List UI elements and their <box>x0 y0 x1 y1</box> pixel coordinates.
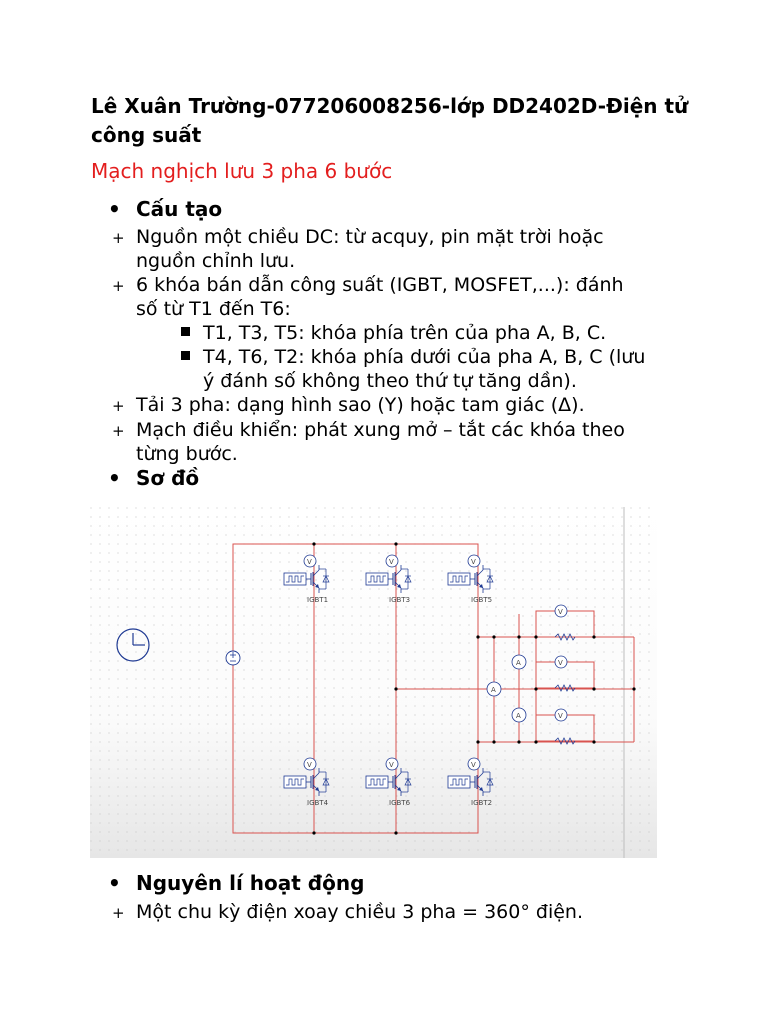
voltmeter-label: V <box>471 761 476 769</box>
list-item-line: Nguồn một chiều DC: từ acquy, pin mặt trời hoặc <box>136 226 604 248</box>
voltmeter-label: V <box>471 558 476 566</box>
voltmeter-label: V <box>307 558 312 566</box>
list-item-line: nguồn chỉnh lưu. <box>136 250 296 272</box>
voltmeter-label: V <box>389 761 394 769</box>
svg-text:A: A <box>516 659 521 667</box>
sub-list-item-line: T4, T6, T2: khóa phía dưới của pha A, B, C (lưu <box>203 346 646 368</box>
sub-list-item-line: T1, T3, T5: khóa phía trên của pha A, B, C. <box>203 322 607 344</box>
sub-list-item-line: ý đánh số không theo thứ tự tăng dần). <box>203 370 577 392</box>
svg-text:V: V <box>558 659 563 667</box>
plus-icon: + <box>112 904 125 922</box>
plus-icon: + <box>112 422 125 440</box>
igbt-label: IGBT2 <box>471 799 493 807</box>
plus-icon: + <box>112 229 125 247</box>
list-item-line: từng bước. <box>136 443 238 465</box>
bullet-icon: • <box>108 197 121 221</box>
igbt-label: IGBT5 <box>471 596 493 604</box>
inverter-circuit-diagram <box>90 507 657 858</box>
igbt-label: IGBT4 <box>307 799 329 807</box>
square-bullet-icon <box>181 327 190 336</box>
igbt-label: IGBT3 <box>389 596 411 604</box>
dc-source-icon <box>226 651 240 665</box>
list-item-line: số từ T1 đến T6: <box>136 298 291 320</box>
svg-text:A: A <box>516 712 521 720</box>
square-bullet-icon <box>181 351 190 360</box>
plus-icon: + <box>112 397 125 415</box>
list-item-line: 6 khóa bán dẫn công suất (IGBT, MOSFET,...): đánh <box>136 274 624 296</box>
svg-text:V: V <box>558 608 563 616</box>
bullet-icon: • <box>108 466 121 490</box>
voltmeter-label: V <box>389 558 394 566</box>
igbt-label: IGBT6 <box>389 799 411 807</box>
list-item-line: Mạch điều khiển: phát xung mở – tắt các khóa theo <box>136 419 625 441</box>
voltmeter-label: V <box>307 761 312 769</box>
list-item-line: Tải 3 pha: dạng hình sao (Y) hoặc tam giác (Δ). <box>136 394 585 416</box>
document-subtitle: Mạch nghịch lưu 3 pha 6 bước <box>91 159 393 183</box>
igbt-label: IGBT1 <box>307 596 329 604</box>
plus-icon: + <box>112 277 125 295</box>
svg-text:A: A <box>491 686 496 694</box>
bullet-icon: • <box>108 871 121 895</box>
document-page: Lê Xuân Trường-077206008256-lớp DD2402D-Điện tử công suất Mạch nghịch lưu 3 pha 6 bước • Cấu tạo + Nguồn một chiều DC: từ acquy, pin mặt trời hoặc nguồn chỉnh lưu. + 6 khóa bán dẫn công suất (IGBT, MOSFET,...): đánh số từ T1 đến T6: T1, T3, T5: khóa phía trên của pha A, B, C. T4, T6, T2: khóa phía dưới của pha A, B, C (lưu ý đánh số không theo thứ tự tăng dần). + Tải 3 pha: dạng hình sao (Y) hoặc tam giác (Δ). + Mạch điều khiển: phát xung mở – tắt các khóa theo từng bước. • Sơ đồ V V V V V V IGBT1 IGBT3 IGBT5 IGBT4 IGBT6 IGBT2 V V V A A A • Nguyên lí hoạt động + Một chu kỳ điện xoay chiều 3 pha = 360° điện. <box>0 0 768 1024</box>
list-item-line: Một chu kỳ điện xoay chiều 3 pha = 360° điện. <box>136 901 584 923</box>
document-title: Lê Xuân Trường-077206008256-lớp DD2402D-Điện tử công suất <box>91 94 689 147</box>
svg-text:V: V <box>558 712 563 720</box>
